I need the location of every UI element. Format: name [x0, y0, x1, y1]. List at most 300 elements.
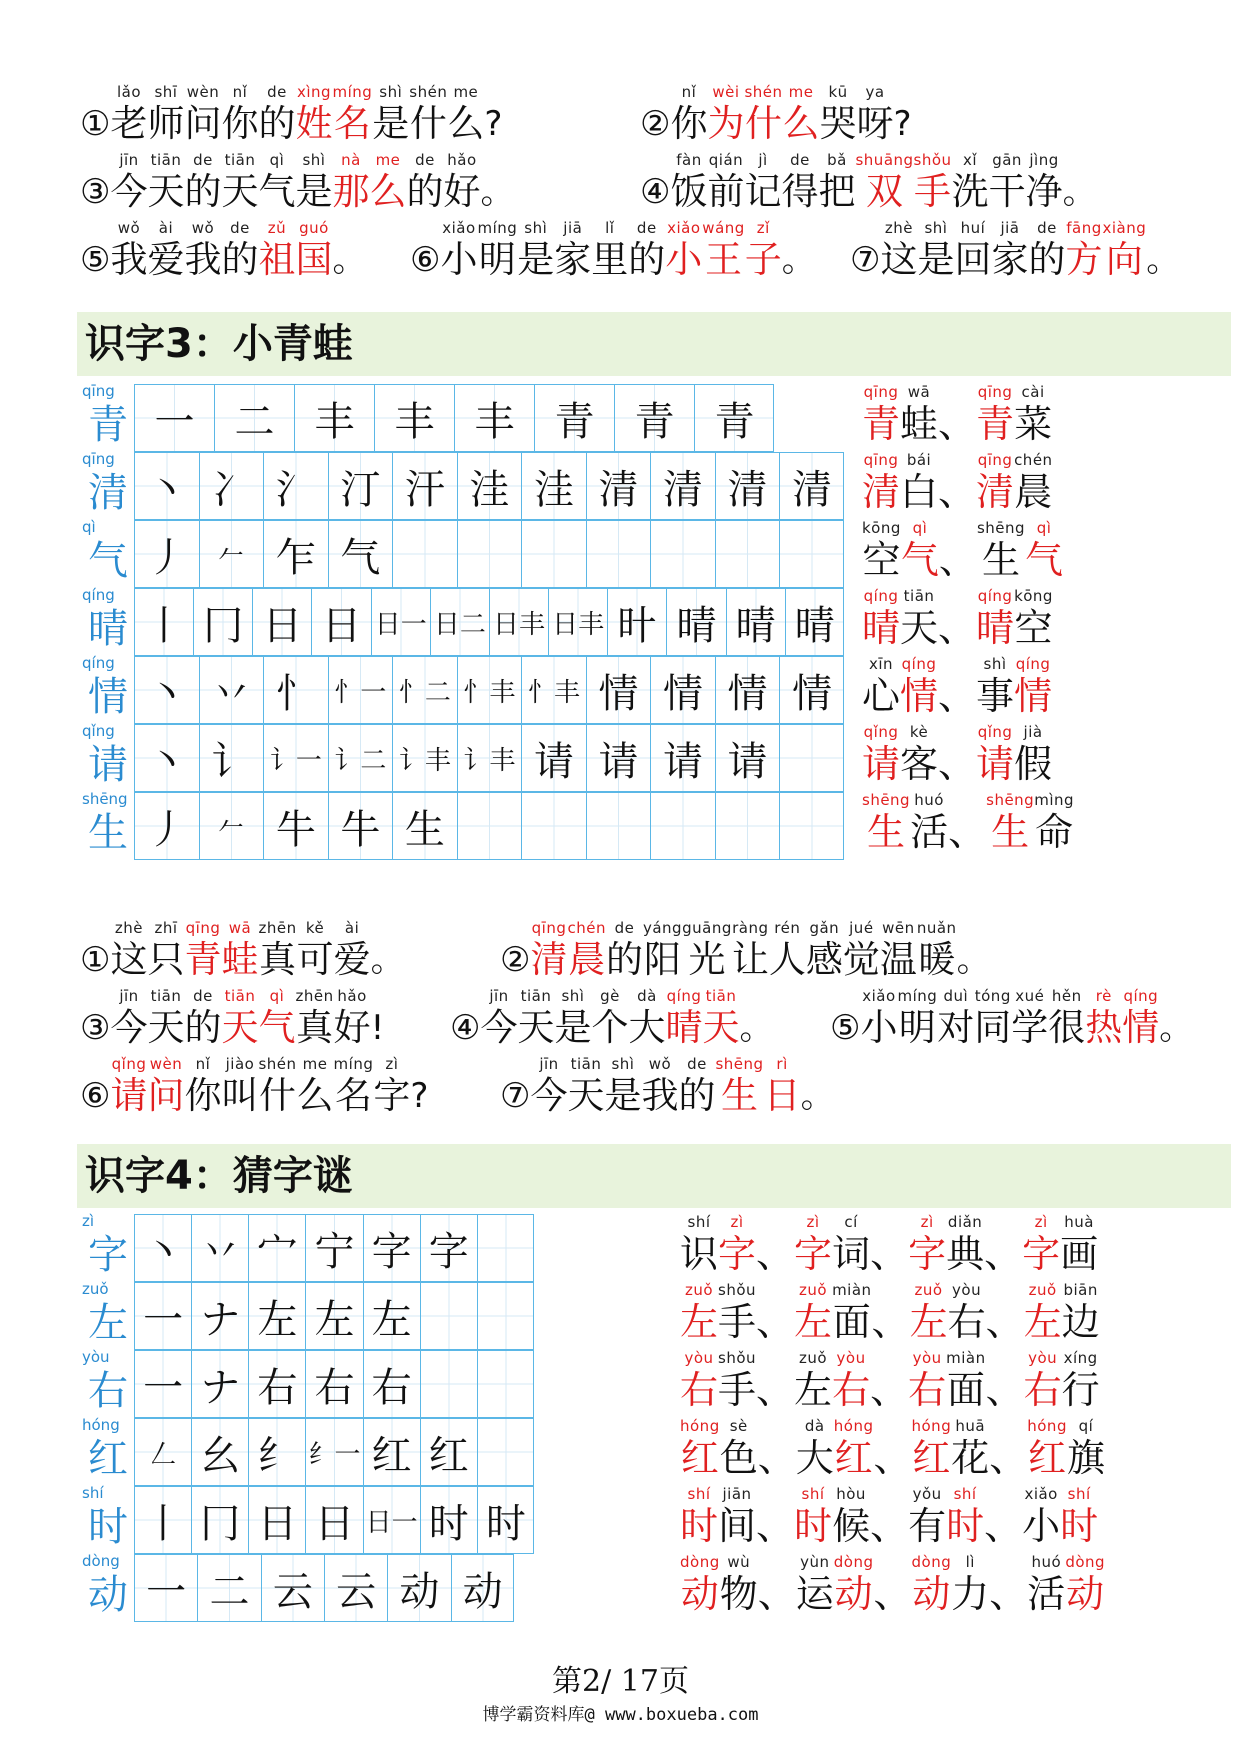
pinyin: jìng — [1029, 151, 1059, 169]
pinyin-char — [794, 1280, 832, 1344]
pinyin — [756, 1212, 794, 1232]
punct-mark — [938, 722, 976, 786]
hanzi: 右 — [908, 1368, 947, 1412]
pinyin-char — [834, 1416, 874, 1480]
hanzi: 、 — [870, 1368, 909, 1412]
pinyin-char — [1014, 450, 1053, 514]
punct-mark — [756, 1280, 794, 1344]
hanzi: 阳 — [644, 938, 682, 981]
pinyin: me — [302, 1055, 328, 1073]
pinyin — [80, 150, 110, 170]
hanzi: 花 — [951, 1436, 990, 1480]
hanzi: 的 — [258, 102, 296, 145]
hanzi: 爱 — [333, 938, 371, 981]
pinyin: shén — [409, 83, 448, 101]
hanzi: 饭 — [670, 170, 708, 213]
hanzi: 什 — [745, 102, 783, 145]
pinyin-char — [221, 918, 258, 982]
hanzi: 字 — [373, 1074, 411, 1117]
hanzi: 这 — [110, 938, 148, 981]
pinyin-char — [951, 1552, 989, 1616]
pinyin-char — [862, 450, 900, 514]
stroke-cell: ナ — [192, 1283, 249, 1349]
pinyin-char — [744, 150, 781, 214]
hanzi: 。 — [956, 940, 991, 980]
hanzi: 那 — [332, 170, 370, 213]
stroke-order-grid — [134, 1214, 534, 1282]
pinyin: bái — [906, 451, 932, 469]
stroke-cell: 云 — [262, 1555, 325, 1621]
stroke-order-grid — [134, 588, 844, 656]
pinyin-char — [946, 1212, 984, 1276]
pinyin: xíng — [1063, 1349, 1098, 1367]
pinyin: qīng — [863, 383, 899, 401]
pinyin-char — [976, 382, 1014, 446]
pinyin: zuǒ — [684, 1281, 714, 1299]
punct-mark — [484, 82, 502, 146]
pinyin: shì — [983, 655, 1007, 673]
hanzi: 力 — [951, 1572, 990, 1616]
pinyin: hǎo — [337, 987, 367, 1005]
hanzi: 是 — [517, 238, 555, 281]
vocab-word — [680, 1416, 796, 1480]
character: 生 — [88, 810, 128, 856]
hanzi: 你 — [670, 102, 708, 145]
stroke-cell: 晴 — [786, 589, 844, 655]
hanzi: 问 — [147, 1074, 185, 1117]
sentence-row — [0, 986, 1241, 1056]
pinyin-char — [447, 82, 484, 146]
pinyin-char — [184, 150, 221, 214]
pinyin-char — [604, 1054, 641, 1118]
hanzi: 白 — [900, 470, 939, 514]
pinyin-char — [372, 82, 409, 146]
pinyin-char — [900, 654, 938, 718]
pinyin-char — [796, 1416, 834, 1480]
hanzi: 呀 — [856, 102, 894, 145]
stroke-cell: 二 — [198, 1555, 261, 1621]
pinyin-char — [715, 1054, 763, 1118]
hanzi: 活 — [1027, 1572, 1066, 1616]
pinyin: qì — [1036, 519, 1052, 537]
hanzi: 左 — [794, 1368, 833, 1412]
punct-mark — [989, 1552, 1027, 1616]
pinyin: ài — [158, 219, 174, 237]
stroke-cell: 字 — [421, 1215, 478, 1281]
pinyin-char — [680, 1280, 718, 1344]
stroke-cell — [716, 521, 781, 587]
stroke-cell: 乍 — [264, 521, 329, 587]
vocab-word — [862, 722, 976, 786]
pinyin: jué — [849, 919, 874, 937]
pinyin: wēn — [882, 919, 915, 937]
pinyin — [850, 218, 880, 238]
stroke-cell: 左 — [306, 1283, 363, 1349]
pinyin: jīn — [489, 987, 509, 1005]
pinyin: chén — [1014, 451, 1053, 469]
pinyin-char — [184, 82, 221, 146]
pinyin-char — [1102, 218, 1146, 282]
hanzi: 的 — [184, 170, 222, 213]
hanzi: 很 — [1048, 1006, 1086, 1049]
pinyin-char — [369, 150, 406, 214]
pinyin-char — [184, 218, 221, 282]
pinyin-char — [406, 150, 443, 214]
vocab-word — [862, 586, 976, 650]
character-row — [82, 654, 1232, 726]
hanzi: 前 — [707, 170, 745, 213]
pinyin-char — [732, 918, 769, 982]
word-group — [862, 790, 1074, 854]
pinyin: jiào — [225, 1055, 255, 1073]
hanzi: 蛙 — [900, 402, 939, 446]
pinyin-char — [1026, 150, 1063, 214]
hanzi: ④ — [450, 1008, 481, 1048]
stroke-cell: 请 — [522, 725, 587, 791]
stroke-cell — [651, 521, 716, 587]
pinyin: shén — [744, 83, 783, 101]
vocab-word — [796, 1416, 912, 1480]
pinyin: sè — [729, 1417, 748, 1435]
hanzi: 是 — [604, 1074, 642, 1117]
sentence — [500, 1054, 835, 1118]
punct-mark — [850, 218, 880, 282]
pinyin: xiǎo — [667, 219, 701, 237]
pinyin-char — [910, 790, 948, 854]
hanzi: 方 — [1065, 238, 1103, 281]
pinyin-char — [832, 1280, 871, 1344]
stroke-cell: 冂 — [194, 589, 253, 655]
pinyin-char — [937, 986, 974, 1050]
hanzi: 物 — [719, 1572, 758, 1616]
pinyin-char — [682, 918, 732, 982]
word-group — [862, 586, 1053, 650]
pinyin-char — [974, 986, 1011, 1050]
pinyin: de — [636, 219, 657, 237]
stroke-cell: 冂 — [192, 1487, 249, 1553]
pinyin: chén — [567, 919, 606, 937]
punct-mark — [500, 918, 530, 982]
pinyin-char — [184, 1054, 221, 1118]
stroke-cell: 右 — [306, 1351, 363, 1417]
pinyin-char — [862, 586, 900, 650]
hanzi: 、 — [938, 538, 977, 582]
pinyin — [410, 1054, 428, 1074]
hanzi: ① — [80, 940, 111, 980]
stroke-cell: 丿 — [135, 521, 200, 587]
pinyin-char — [517, 218, 554, 282]
vocab-word — [680, 1552, 796, 1616]
pinyin-char — [221, 82, 258, 146]
hanzi: 动 — [680, 1572, 719, 1616]
pinyin — [938, 382, 976, 402]
hanzi: 空 — [862, 538, 901, 582]
pinyin: de — [687, 1055, 707, 1073]
hanzi: ⑥ — [80, 1076, 111, 1116]
pinyin-char — [110, 986, 147, 1050]
pinyin: de — [614, 919, 635, 937]
hanzi: 青 — [184, 938, 222, 981]
stroke-cell: 𠃋 — [135, 1419, 192, 1485]
pinyin: wèn — [186, 83, 220, 101]
pinyin: duì — [943, 987, 969, 1005]
character: 情 — [88, 674, 128, 720]
pinyin — [894, 82, 912, 102]
punct-mark — [756, 1484, 794, 1548]
vocab-word — [986, 790, 1074, 854]
pinyin — [739, 986, 773, 1006]
stroke-cell — [716, 793, 781, 859]
punct-mark — [870, 1348, 908, 1412]
sentence-row — [0, 218, 1241, 288]
stroke-cell: 清 — [587, 453, 652, 519]
pinyin-char — [1025, 518, 1063, 582]
pinyin-char — [1067, 1416, 1105, 1480]
pinyin: xǐ — [963, 151, 978, 169]
pinyin — [640, 82, 670, 102]
stroke-cell: 一 — [135, 1351, 192, 1417]
pinyin: zǔ — [267, 219, 287, 237]
pinyin-char — [665, 218, 702, 282]
hanzi: 识 — [680, 1232, 719, 1276]
stroke-cell: 讠 — [200, 725, 265, 791]
hanzi: 青 — [976, 402, 1015, 446]
hanzi: 我 — [110, 238, 148, 281]
hanzi: 哭 — [819, 102, 857, 145]
vocab-word — [976, 722, 1052, 786]
pinyin-char — [221, 1054, 258, 1118]
pinyin-char — [946, 1484, 984, 1548]
pinyin-char — [567, 1054, 604, 1118]
hanzi: ⑥ — [410, 240, 441, 280]
pinyin-char — [628, 218, 665, 282]
pinyin: de — [193, 987, 213, 1005]
pinyin-char — [295, 218, 332, 282]
punct-mark — [989, 1416, 1027, 1480]
pinyin: yòu — [912, 1349, 942, 1367]
pinyin: shí — [953, 1485, 977, 1503]
pinyin-char — [147, 918, 184, 982]
pinyin-char — [914, 150, 952, 214]
section-title: 识字4：猜字谜 — [77, 1144, 1231, 1208]
hanzi: 对 — [937, 1006, 975, 1049]
hanzi: 叫 — [221, 1074, 259, 1117]
vocab-word — [910, 1280, 1024, 1344]
pinyin-char — [900, 586, 938, 650]
pinyin: huí — [960, 219, 986, 237]
vocab-word — [862, 450, 976, 514]
pinyin: nǐ — [681, 83, 697, 101]
pinyin — [450, 986, 480, 1006]
stroke-cell: 幺 — [192, 1419, 249, 1485]
hanzi: 时 — [794, 1504, 833, 1548]
hanzi: 晨 — [1014, 470, 1053, 514]
stroke-cell — [393, 521, 458, 587]
character-row — [82, 1484, 1232, 1556]
stroke-order-grid — [134, 1486, 534, 1554]
pinyin-char — [110, 918, 147, 982]
stroke-order-grid — [134, 1350, 534, 1418]
hanzi: 暖 — [918, 938, 956, 981]
word-group — [680, 1552, 1105, 1616]
pinyin — [984, 1212, 1022, 1232]
pinyin-char — [1034, 790, 1074, 854]
stroke-order-grid — [134, 384, 774, 452]
pinyin-char — [1065, 1552, 1105, 1616]
pinyin: wǒ — [648, 1055, 672, 1073]
pinyin: shǒu — [718, 1349, 757, 1367]
pinyin: dòng — [833, 1553, 874, 1571]
punct-mark — [986, 1280, 1024, 1344]
punct-mark — [371, 986, 385, 1050]
pinyin: wù — [727, 1553, 751, 1571]
pinyin-char — [409, 82, 447, 146]
pinyin: qí — [1078, 1417, 1094, 1435]
vocab-word — [680, 1212, 794, 1276]
hanzi: ⑤ — [830, 1008, 861, 1048]
stroke-cell: 一 — [135, 1555, 198, 1621]
pinyin-char — [794, 1212, 832, 1276]
pinyin: dà — [804, 1417, 825, 1435]
stroke-cell: 左 — [364, 1283, 421, 1349]
vocab-word — [862, 382, 976, 446]
hanzi: 天 — [147, 170, 185, 213]
character-pinyin: qíng — [82, 586, 115, 604]
pinyin-char — [1062, 1348, 1100, 1412]
pinyin: tiān — [150, 151, 182, 169]
pinyin: shī — [154, 83, 178, 101]
pinyin-char — [670, 150, 707, 214]
stroke-cell: 青 — [535, 385, 615, 451]
vocab-word — [912, 1416, 1028, 1480]
pinyin: de — [790, 151, 810, 169]
pinyin-char — [1011, 986, 1048, 1050]
hanzi: 面 — [832, 1300, 871, 1344]
stroke-cell: 日二 — [431, 589, 490, 655]
stroke-cell: 生 — [393, 793, 458, 859]
punct-mark — [80, 918, 110, 982]
hanzi: 有 — [908, 1504, 947, 1548]
pinyin: xìng — [296, 83, 332, 101]
pinyin — [500, 918, 530, 938]
pinyin: miàn — [832, 1281, 872, 1299]
hanzi: 清 — [530, 938, 568, 981]
stroke-cell — [458, 521, 523, 587]
character-pinyin: qǐng — [82, 722, 115, 740]
pinyin — [989, 1552, 1027, 1572]
pinyin: shí — [1067, 1485, 1091, 1503]
pinyin: huā — [955, 1417, 986, 1435]
pinyin — [80, 986, 110, 1006]
pinyin: jīn — [119, 987, 139, 1005]
hanzi: 真 — [259, 938, 297, 981]
hanzi: 天 — [147, 1006, 185, 1049]
pinyin-char — [1060, 1484, 1098, 1548]
pinyin — [801, 1054, 835, 1074]
pinyin — [80, 918, 110, 938]
character-pinyin: qīng — [82, 450, 115, 468]
pinyin: dòng — [1065, 1553, 1106, 1571]
hanzi: 干 — [988, 170, 1026, 213]
punct-mark — [758, 1552, 796, 1616]
pinyin-char — [680, 1552, 720, 1616]
pinyin-char — [917, 218, 954, 282]
pinyin: dòng — [680, 1553, 720, 1571]
pinyin: míng — [897, 987, 938, 1005]
punct-mark — [410, 218, 440, 282]
pinyin-char — [147, 82, 184, 146]
stroke-cell: 晴 — [727, 589, 786, 655]
pinyin — [873, 1416, 911, 1436]
vocab-word — [976, 654, 1052, 718]
hanzi: 个 — [591, 1006, 629, 1049]
pinyin: tiān — [150, 987, 182, 1005]
pinyin-char — [900, 450, 938, 514]
stroke-cell: 清 — [651, 453, 716, 519]
stroke-cell: 宀 — [249, 1215, 306, 1281]
pinyin-char — [718, 1484, 756, 1548]
pinyin — [410, 218, 440, 238]
pinyin-char — [702, 986, 739, 1050]
pinyin: fàn — [676, 151, 702, 169]
hanzi: 感 — [805, 938, 843, 981]
hanzi: 什 — [409, 102, 447, 145]
pinyin: hóng — [833, 1417, 874, 1435]
punct-mark — [830, 986, 860, 1050]
hanzi: 动 — [1066, 1572, 1105, 1616]
pinyin: tiān — [224, 987, 256, 1005]
pinyin: qīng — [977, 451, 1013, 469]
pinyin-char — [912, 1416, 952, 1480]
hanzi: 情 — [1014, 674, 1053, 718]
stroke-cell — [458, 793, 523, 859]
hanzi: 红 — [912, 1436, 951, 1480]
hanzi: 晨 — [568, 938, 606, 981]
hanzi: 、 — [938, 606, 977, 650]
character-row — [82, 1348, 1232, 1420]
pinyin-char — [1060, 1212, 1098, 1276]
pinyin-char — [295, 986, 333, 1050]
character-pinyin: hóng — [82, 1416, 120, 1434]
hanzi: 字 — [718, 1232, 757, 1276]
pinyin-char — [591, 218, 628, 282]
pinyin-char — [946, 1348, 985, 1412]
hanzi: ! — [370, 1008, 385, 1048]
stroke-cell: 红 — [364, 1419, 421, 1485]
pinyin: jià — [1023, 723, 1043, 741]
pinyin-char — [517, 986, 554, 1050]
hanzi: 时 — [680, 1504, 719, 1548]
stroke-cell — [651, 793, 716, 859]
pinyin — [756, 1348, 794, 1368]
punct-mark — [450, 986, 480, 1050]
stroke-cell — [478, 1283, 534, 1349]
stroke-cell: 右 — [364, 1351, 421, 1417]
stroke-cell — [478, 1215, 534, 1281]
pinyin-char — [1065, 218, 1102, 282]
pinyin: fāng — [1066, 219, 1102, 237]
punct-mark — [640, 150, 670, 214]
pinyin-char — [147, 150, 184, 214]
hanzi: 天 — [221, 170, 259, 213]
stroke-cell: 情 — [780, 657, 844, 723]
pinyin-char — [769, 918, 806, 982]
pinyin-char — [718, 1348, 756, 1412]
pinyin-char — [862, 722, 900, 786]
hanzi: 明 — [898, 1006, 936, 1049]
pinyin-char — [855, 150, 913, 214]
hanzi: 画 — [1060, 1232, 1099, 1276]
